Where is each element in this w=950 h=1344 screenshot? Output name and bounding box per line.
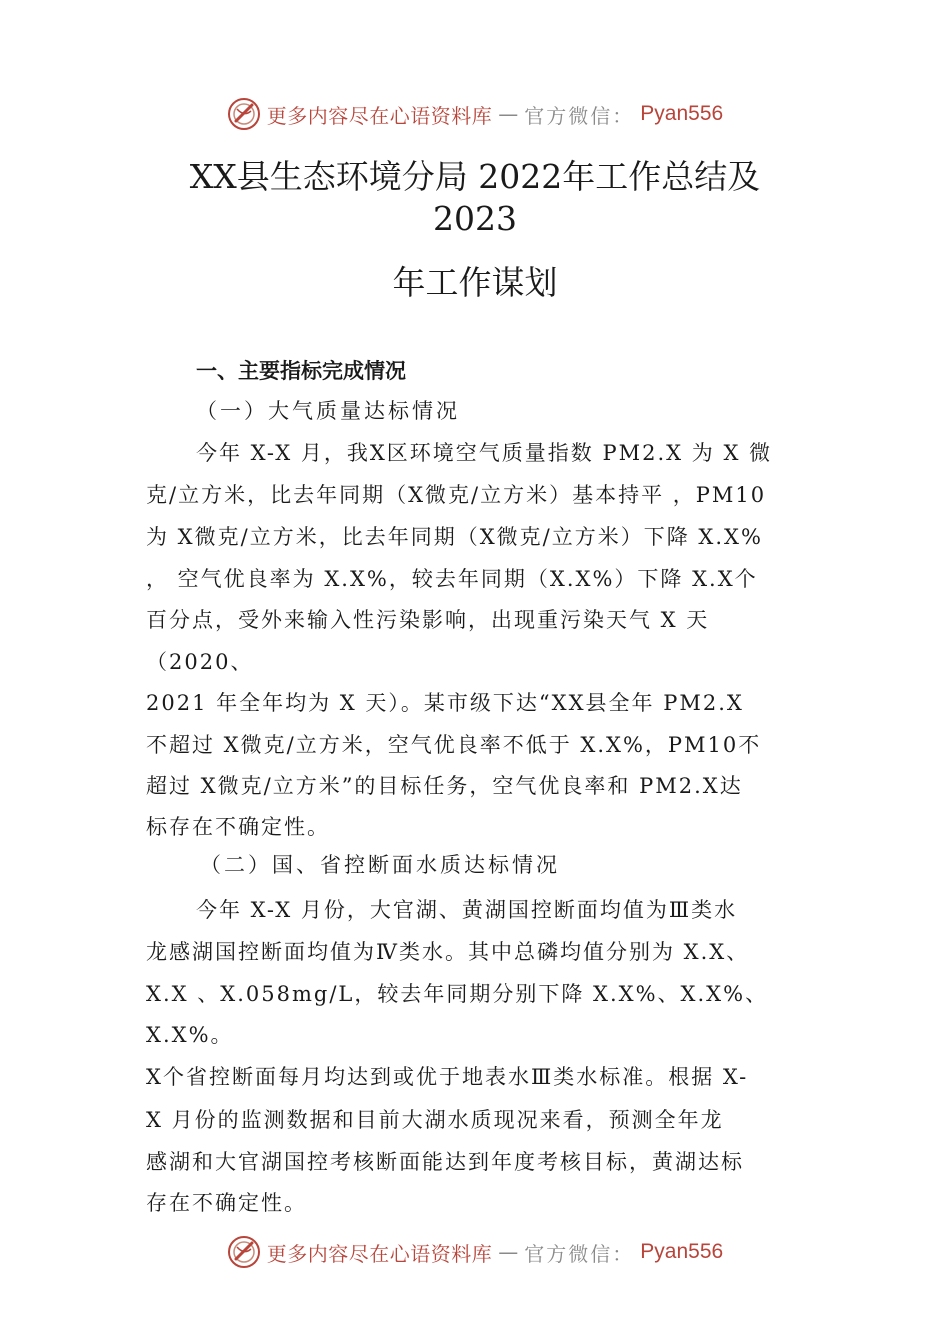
- paragraph-line: 今年 X-X 月份，大官湖、黄湖国控断面均值为Ⅲ类水: [196, 898, 738, 922]
- banner-text: 更多内容尽在心语资料库: [266, 103, 493, 128]
- paragraph-line: X.X 、X.058mg/L，较去年同期分别下降 X.X%、X.X%、: [146, 982, 769, 1006]
- footer-banner: [0, 1232, 950, 1272]
- section-heading: 一、主要指标完成情况: [196, 359, 406, 383]
- logo-icon: [227, 97, 261, 131]
- banner-dash: —: [498, 1240, 519, 1264]
- paragraph-line: 感湖和大官湖国控考核断面能达到年度考核目标，黄湖达标: [146, 1150, 744, 1174]
- paragraph-line: X.X%。: [146, 1023, 234, 1047]
- banner-dash: —: [498, 102, 519, 126]
- paragraph-line: 龙感湖国控断面均值为Ⅳ类水。其中总磷均值分别为 X.X、: [146, 940, 750, 964]
- paragraph-line: ， 空气优良率为 X.X%，较去年同期（X.X%）下降 X.X个: [146, 567, 758, 591]
- header-banner: [0, 94, 950, 134]
- banner-text: 更多内容尽在心语资料库: [266, 1241, 493, 1266]
- banner-wechat-label: 官方微信：: [524, 1241, 635, 1266]
- document-title-line-3: 年工作谋划: [392, 263, 558, 302]
- paragraph-line: 百分点，受外来输入性污染影响，出现重污染天气 X 天: [146, 608, 710, 632]
- paragraph-line: 存在不确定性。: [146, 1191, 307, 1215]
- paragraph-line: X个省控断面每月均达到或优于地表水Ⅲ类水标准。根据 X-: [146, 1065, 749, 1089]
- paragraph-line: 为 X微克/立方米，比去年同期（X微克/立方米）下降 X.X%: [146, 525, 763, 549]
- logo-icon: [227, 1235, 261, 1269]
- subsection-heading-water: （二）国、省控断面水质达标情况: [200, 853, 560, 877]
- paragraph-line: 今年 X-X 月，我X区环境空气质量指数 PM2.X 为 X 微: [196, 441, 773, 465]
- paragraph-line: （2020、: [146, 650, 254, 674]
- paragraph-line: 超过 X微克/立方米”的目标任务，空气优良率和 PM2.X达: [146, 774, 743, 798]
- paragraph-line: 克/立方米，比去年同期（X微克/立方米）基本持平 ，PM10: [146, 483, 767, 507]
- banner-wechat-id: Pyan556: [640, 1240, 724, 1263]
- paragraph-line: 标存在不确定性。: [146, 815, 330, 839]
- document-title-line-1: XX县生态环境分局 2022年工作总结及: [189, 157, 761, 196]
- paragraph-line: 不超过 X微克/立方米，空气优良率不低于 X.X%，PM10不: [146, 733, 762, 757]
- subsection-heading-air: （一）大气质量达标情况: [196, 399, 460, 423]
- document-title-line-2: 2023: [433, 199, 517, 238]
- banner-wechat-id: Pyan556: [640, 102, 724, 125]
- paragraph-line: 2021 年全年均为 X 天）。某市级下达“XX县全年 PM2.X: [146, 691, 744, 715]
- banner-wechat-label: 官方微信：: [524, 103, 635, 128]
- paragraph-line: X 月份的监测数据和目前大湖水质现况来看，预测全年龙: [146, 1108, 724, 1132]
